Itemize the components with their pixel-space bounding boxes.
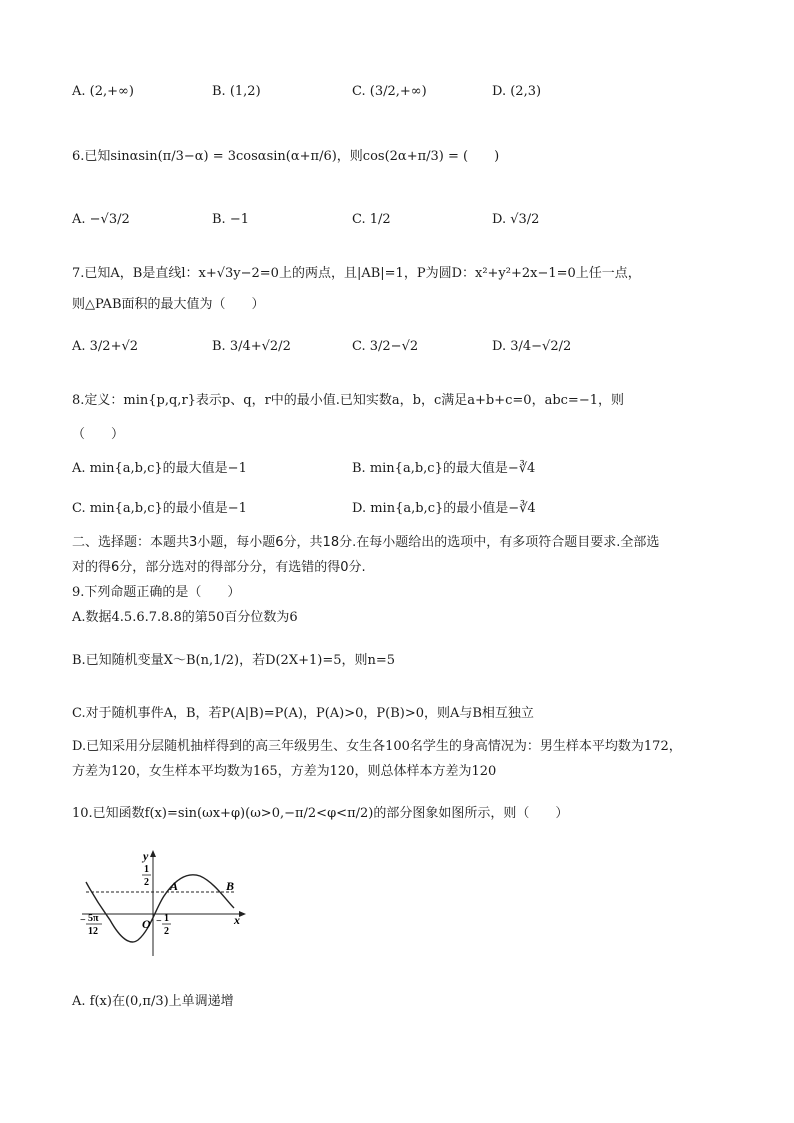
q9-option-c: C.对于随机事件A，B，若P(A|B)=P(A)，P(A)>0，P(B)>0，则A与B相互独立 — [72, 706, 534, 721]
neg-half-minus: − — [156, 916, 162, 927]
q10-stem: 10.已知函数f(x)=sin(ωx+φ)(ω>0,−π/2<φ<π/2)的部分图象如图所示，则（ ） — [72, 806, 569, 821]
q8-option-b: B. min{a,b,c}的最大值是−∛4 — [352, 461, 536, 476]
y-axis-arrow — [150, 850, 156, 857]
q5-option-b: B. (1,2) — [212, 84, 261, 99]
point-a-label: A — [170, 879, 179, 893]
q6-option-d: D. √3/2 — [492, 212, 540, 227]
neg-x-numerator: 5π — [88, 913, 99, 924]
q9-option-d-line1: D.已知采用分层随机抽样得到的高三年级男生、女生各100名学生的身高情况为：男生样本平均数为172， — [72, 739, 682, 754]
q8-option-a: A. min{a,b,c}的最大值是−1 — [72, 461, 247, 476]
neg-x-minus: − — [80, 915, 86, 926]
origin-label: O — [142, 917, 151, 931]
q9-option-a: A.数据4.5.6.7.8.8的第50百分位数为6 — [72, 610, 298, 625]
q7-stem: 7.已知A，B是直线l：x+√3y−2=0上的两点，且|AB|=1，P为圆D：x²+y²+2x−1=0上任一点， — [72, 266, 641, 281]
q8-option-d: D. min{a,b,c}的最小值是−∛4 — [352, 501, 536, 516]
q9-option-b: B.已知随机变量X～B(n,1/2)，若D(2X+1)=5，则n=5 — [72, 653, 396, 668]
sine-graph — [80, 848, 250, 958]
q8-stem-line2: （ ） — [72, 427, 125, 442]
x-axis-label: x — [234, 913, 240, 927]
q6-option-c: C. 1/2 — [352, 212, 391, 227]
q7-option-d: D. 3/4−√2/2 — [492, 339, 572, 354]
q7-option-b: B. 3/4+√2/2 — [212, 339, 291, 354]
half-numerator: 1 — [144, 864, 149, 875]
sine-curve — [86, 875, 234, 942]
q7-stem-line2: 则△PAB面积的最大值为（ ） — [72, 297, 265, 312]
q5-option-c: C. (3/2,+∞) — [352, 84, 427, 99]
neg-x-denominator: 12 — [88, 926, 98, 937]
q5-option-a: A. (2,+∞) — [72, 84, 134, 99]
q8-stem: 8.定义：min{p,q,r}表示p、q，r中的最小值.已知实数a，b，c满足a+b+c=0，abc=−1，则 — [72, 393, 624, 408]
q6-option-b: B. −1 — [212, 212, 249, 227]
q9-option-d-line2: 方差为120，女生样本平均数为165，方差为120，则总体样本方差为120 — [72, 764, 497, 779]
section2-intro-line2: 对的得6分，部分选对的得部分分，有选错的得0分. — [72, 560, 366, 575]
y-axis-label: y — [143, 849, 149, 863]
q6-stem: 6.已知sinαsin(π/3−α) = 3cosαsin(α+π/6)，则cos(2α+π/3) = ( ) — [72, 149, 500, 164]
q9-stem: 9.下列命题正确的是（ ） — [72, 585, 241, 600]
x-axis-arrow — [239, 911, 246, 917]
neg-half-denominator: 2 — [164, 926, 169, 937]
q7-option-c: C. 3/2−√2 — [352, 339, 419, 354]
q10-option-a: A. f(x)在(0,π/3)上单调递增 — [72, 994, 234, 1009]
neg-half-numerator: 1 — [164, 913, 169, 924]
section2-intro-line1: 二、选择题：本题共3小题，每小题6分，共18分.在每小题给出的选项中，有多项符合题目要求.全部选 — [72, 535, 660, 550]
q6-option-a: A. −√3/2 — [72, 212, 130, 227]
q5-option-d: D. (2,3) — [492, 84, 542, 99]
half-denominator: 2 — [144, 877, 149, 888]
q7-option-a: A. 3/2+√2 — [72, 339, 139, 354]
point-b-label: B — [226, 879, 235, 893]
q8-option-c: C. min{a,b,c}的最小值是−1 — [72, 501, 247, 516]
